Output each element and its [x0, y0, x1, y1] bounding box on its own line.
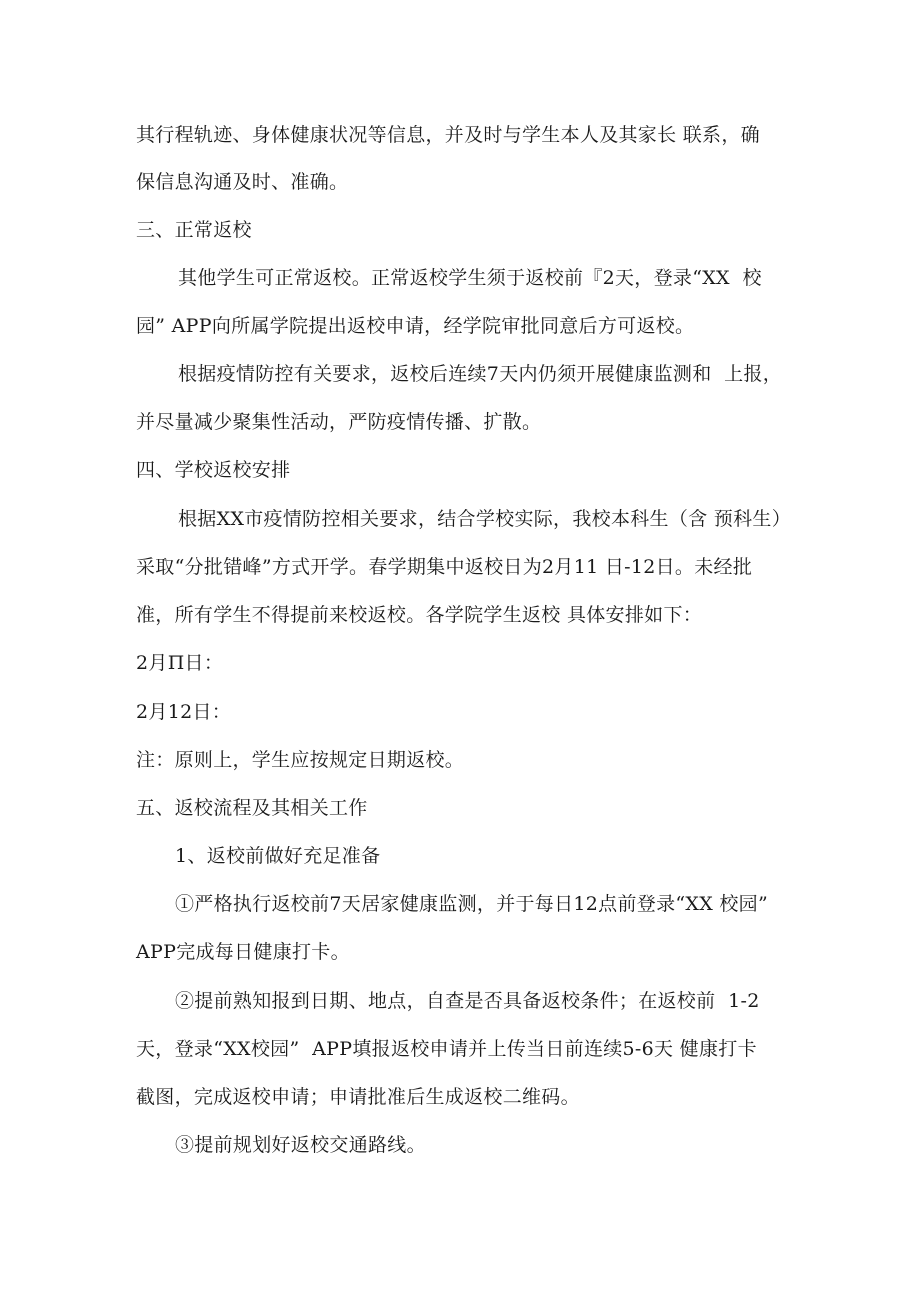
paragraph-line: 保信息沟通及时、准确。: [136, 171, 349, 193]
paragraph-line: 其行程轨迹、身体健康状况等信息，并及时与学生本人及其家长 联系，确: [136, 124, 760, 146]
paragraph-line: 并尽量减少聚集性活动，严防疫情传播、扩散。: [136, 411, 542, 433]
section-heading-normal-return: 三、正常返校: [136, 219, 252, 241]
section-heading-school-arrangement: 四、学校返校安排: [136, 459, 291, 481]
paragraph-line: ①严格执行返校前7天居家健康监测，并于每日12点前登录“XX 校园”: [175, 893, 768, 915]
subsection-heading: 1、返校前做好充足准备: [175, 845, 381, 867]
paragraph-line: 根据XX市疫情防控相关要求，结合学校实际，我校本科生（含 预科生）: [178, 508, 791, 530]
section-heading-return-process: 五、返校流程及其相关工作: [136, 797, 368, 819]
paragraph-line: 采取“分批错峰”方式开学。春学期集中返校日为2月11 日-12日。未经批: [136, 556, 753, 578]
paragraph-line: ③提前规划好返校交通路线。: [175, 1134, 426, 1156]
paragraph-line: 园” APP向所属学院提出返校申请，经学院审批同意后方可返校。: [136, 315, 695, 337]
schedule-date-line: 2月12日：: [136, 701, 232, 723]
paragraph-line: 截图，完成返校申请；申请批准后生成返校二维码。: [136, 1086, 580, 1108]
paragraph-line: 其他学生可正常返校。正常返校学生须于返校前『2天，登录“XX 校: [178, 267, 762, 289]
paragraph-line: 根据疫情防控有关要求，返校后连续7天内仍须开展健康监测和 上报，: [178, 363, 783, 385]
paragraph-line: APP完成每日健康打卡。: [136, 941, 350, 963]
schedule-date-line: 2月Π日：: [136, 652, 224, 674]
note-line: 注：原则上，学生应按规定日期返校。: [136, 749, 465, 771]
paragraph-line: 天，登录“XX校园” APP填报返校申请并上传当日前连续5-6天 健康打卡: [136, 1038, 757, 1060]
paragraph-line: ②提前熟知报到日期、地点，自查是否具备返校条件；在返校前 1-2: [175, 990, 760, 1012]
paragraph-line: 准，所有学生不得提前来校返校。各学院学生返校 具体安排如下：: [136, 604, 703, 626]
